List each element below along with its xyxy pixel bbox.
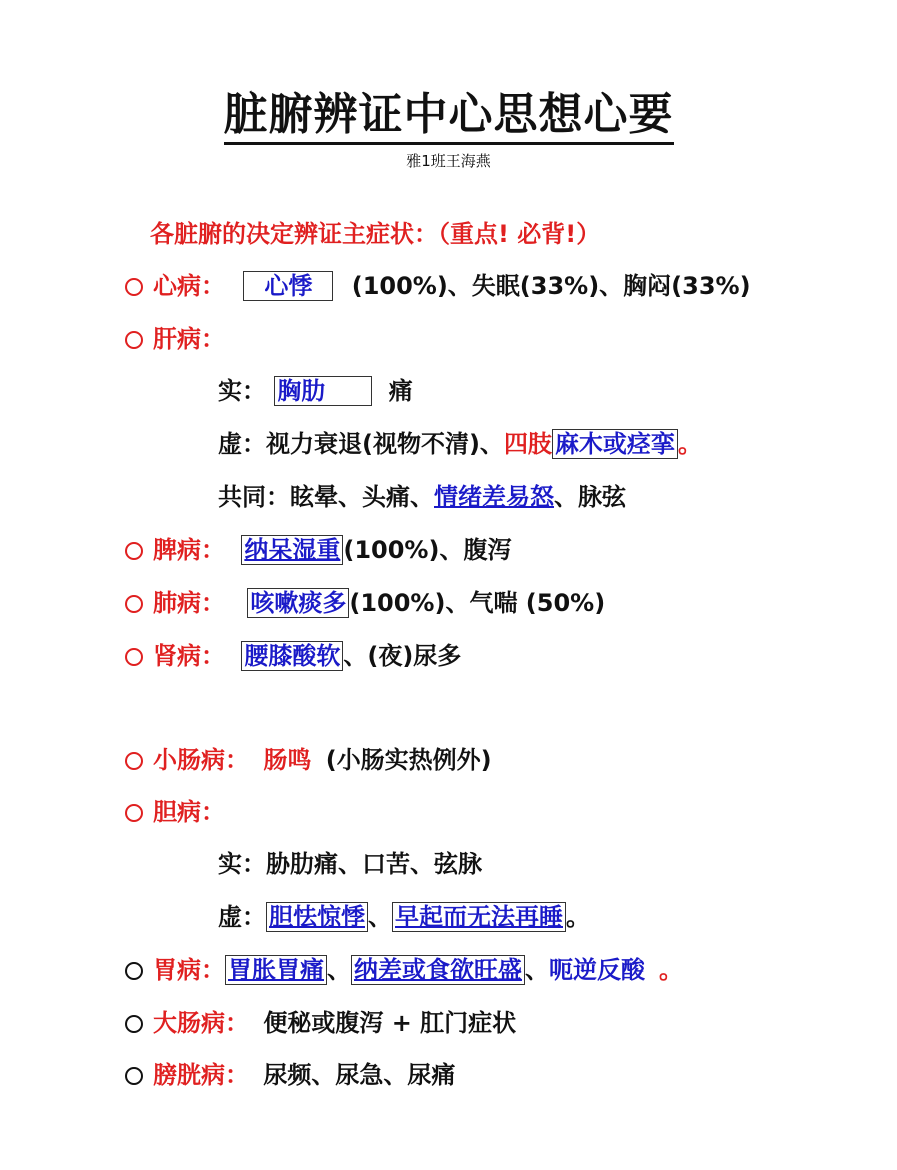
- stomach-row: 胃病： 胃胀胃痛 、 纳差或食欲旺盛 、呃逆反酸 。: [125, 954, 683, 986]
- gallbladder-row: 胆病：: [125, 796, 225, 828]
- page-title: 脏腑辨证中心思想心要: [0, 78, 897, 142]
- liver-xu-row: 虚：视力衰退(视物不清)、四肢 麻木或痉挛 。: [218, 430, 702, 458]
- gallbladder-xu-row: 虚： 胆怯惊悸 、 早起而无法再睡 。: [218, 903, 590, 931]
- bullet-icon: [125, 542, 143, 560]
- bullet-icon: [125, 648, 143, 666]
- heart-row: 心病： 心悸 (100%)、失眠(33%)、胸闷(33%): [125, 270, 751, 302]
- large-intestine-row: 大肠病： 便秘或腹泻 + 肛门症状: [125, 1007, 516, 1039]
- bullet-icon: [125, 278, 143, 296]
- small-intestine-row: 小肠病： 肠鸣 (小肠实热例外): [125, 744, 492, 776]
- liver-common-row: 共同：眩晕、头痛、情绪差易怒、脉弦: [218, 483, 626, 511]
- kidney-row: 肾病： 腰膝酸软 、(夜)尿多: [125, 640, 461, 672]
- bullet-icon: [125, 331, 143, 349]
- liver-row: 肝病：: [125, 323, 225, 355]
- bullet-icon: [125, 595, 143, 613]
- spleen-row: 脾病： 纳呆湿重 (100%)、腹泻: [125, 534, 511, 566]
- lung-row: 肺病： 咳嗽痰多 (100%)、气喘 (50%): [125, 587, 605, 619]
- gallbladder-shi-row: 实：胁肋痛、口苦、弦脉: [218, 850, 482, 878]
- bullet-icon: [125, 1015, 143, 1033]
- bullet-icon: [125, 962, 143, 980]
- bullet-icon: [125, 804, 143, 822]
- bullet-icon: [125, 752, 143, 770]
- bullet-icon: [125, 1067, 143, 1085]
- author: 雅1班王海燕: [406, 152, 491, 170]
- liver-shi-row: 实： 胸肋 痛: [218, 377, 413, 405]
- bladder-row: 膀胱病： 尿频、尿急、尿痛: [125, 1059, 455, 1091]
- section-heading: 各脏腑的决定辨证主症状：（重点! 必背!）: [150, 220, 601, 248]
